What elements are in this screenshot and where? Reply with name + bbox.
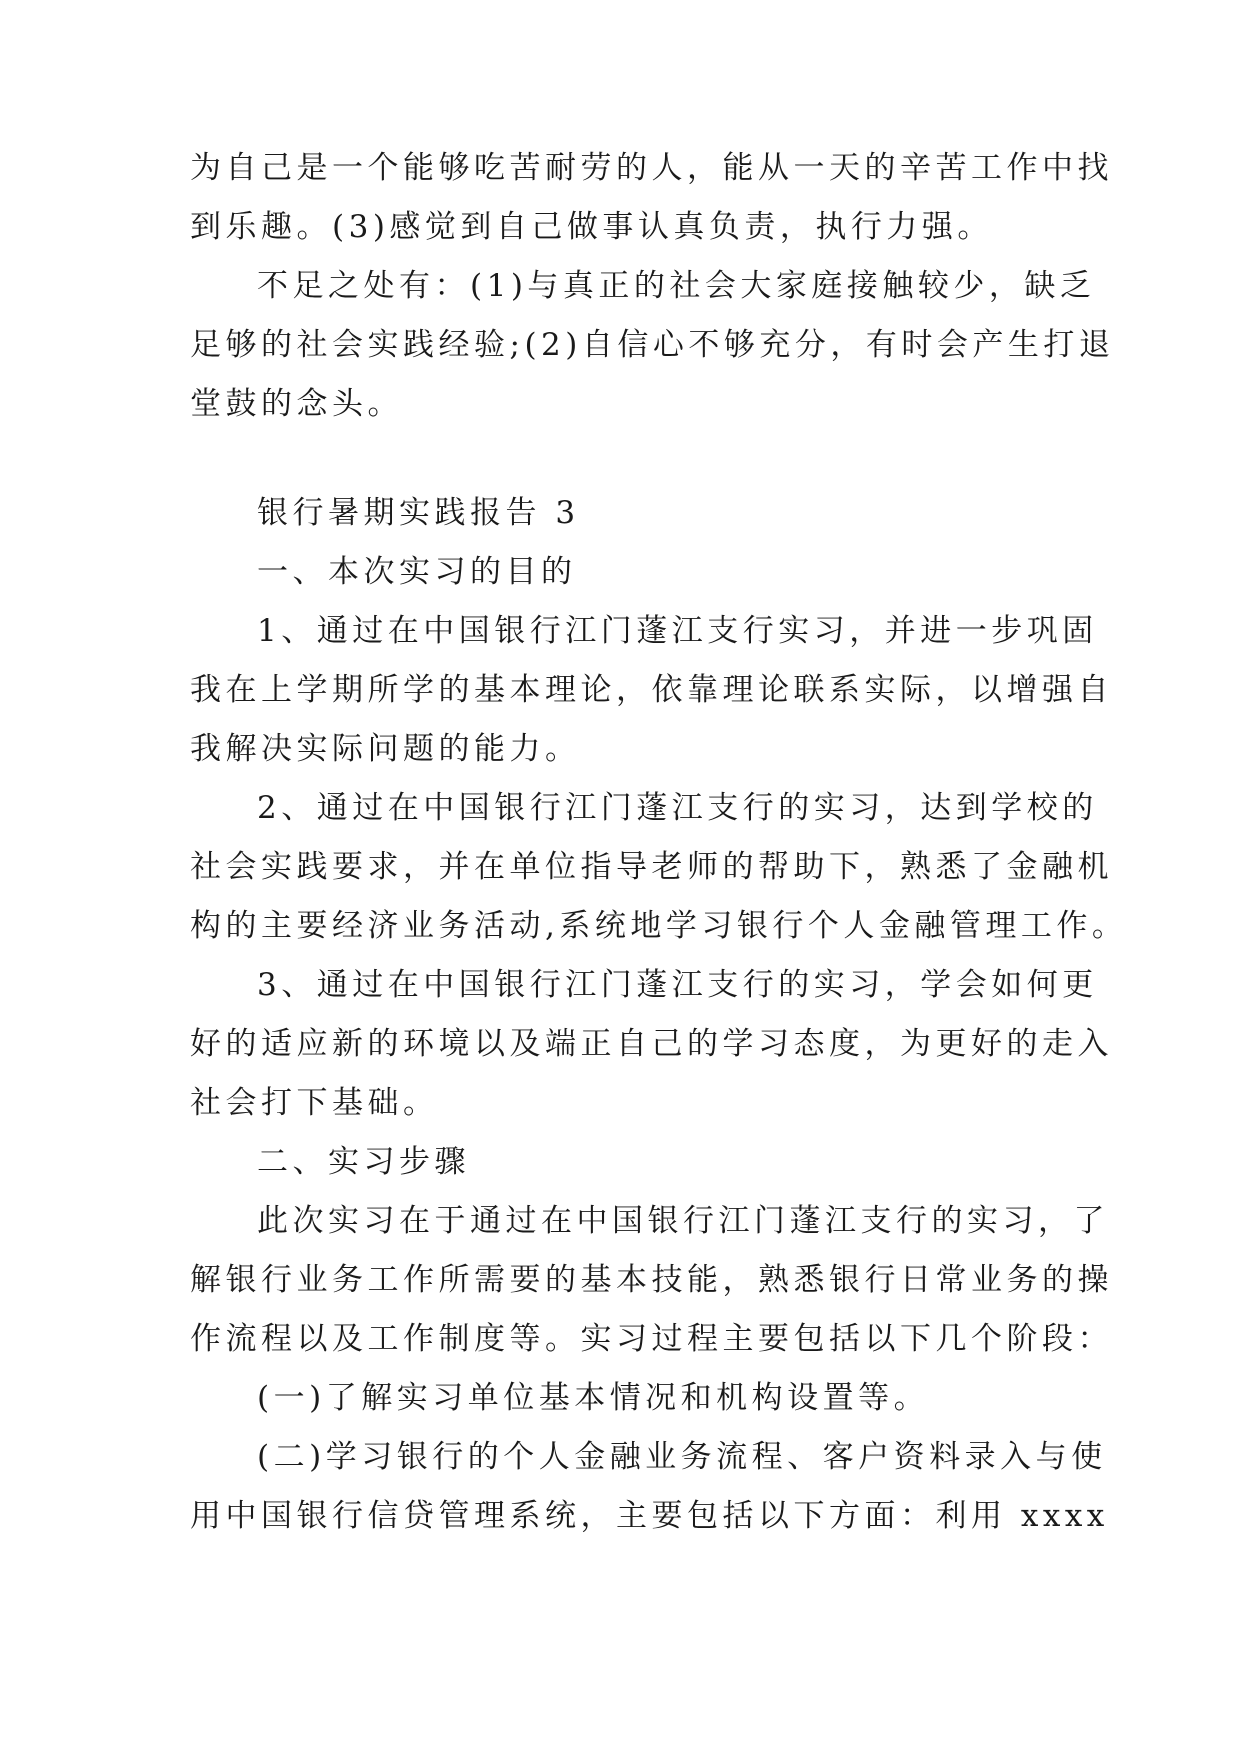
text-line: 到乐趣。(3)感觉到自己做事认真负责，执行力强。 — [190, 209, 993, 245]
text-line: 不足之处有：(1)与真正的社会大家庭接触较少，缺乏 — [257, 268, 1096, 304]
text-line: 作流程以及工作制度等。实习过程主要包括以下几个阶段： — [190, 1321, 1113, 1357]
text-line: 好的适应新的环境以及端正自己的学习态度，为更好的走入 — [190, 1026, 1113, 1062]
text-line: (二)学习银行的个人金融业务流程、客户资料录入与使 — [257, 1439, 1107, 1475]
text-line: 为自己是一个能够吃苦耐劳的人，能从一天的辛苦工作中找 — [190, 150, 1113, 186]
text-line: 社会实践要求，并在单位指导老师的帮助下，熟悉了金融机 — [190, 849, 1113, 885]
section-heading: 一、本次实习的目的 — [257, 554, 577, 590]
text-line: 我在上学期所学的基本理论，依靠理论联系实际，以增强自 — [190, 672, 1113, 708]
section-title: 银行暑期实践报告 3 — [257, 495, 580, 531]
text-line: 3、通过在中国银行江门蓬江支行的实习，学会如何更 — [257, 967, 1098, 1003]
text-line: 社会打下基础。 — [190, 1085, 439, 1121]
text-line: 构的主要经济业务活动,系统地学习银行个人金融管理工作。 — [190, 908, 1128, 944]
text-line: 解银行业务工作所需要的基本技能，熟悉银行日常业务的操 — [190, 1262, 1113, 1298]
text-line: 1、通过在中国银行江门蓬江支行实习，并进一步巩固 — [257, 613, 1098, 649]
text-line: 此次实习在于通过在中国银行江门蓬江支行的实习，了 — [257, 1203, 1109, 1239]
text-line: 2、通过在中国银行江门蓬江支行的实习，达到学校的 — [257, 790, 1098, 826]
text-line: 我解决实际问题的能力。 — [190, 731, 581, 767]
text-line: (一)了解实习单位基本情况和机构设置等。 — [257, 1380, 930, 1416]
text-line: 堂鼓的念头。 — [190, 386, 403, 422]
text-line: 用中国银行信贷管理系统，主要包括以下方面：利用 xxxx — [190, 1498, 1109, 1534]
section-heading: 二、实习步骤 — [257, 1144, 470, 1180]
text-line: 足够的社会实践经验;(2)自信心不够充分，有时会产生打退 — [190, 327, 1115, 363]
